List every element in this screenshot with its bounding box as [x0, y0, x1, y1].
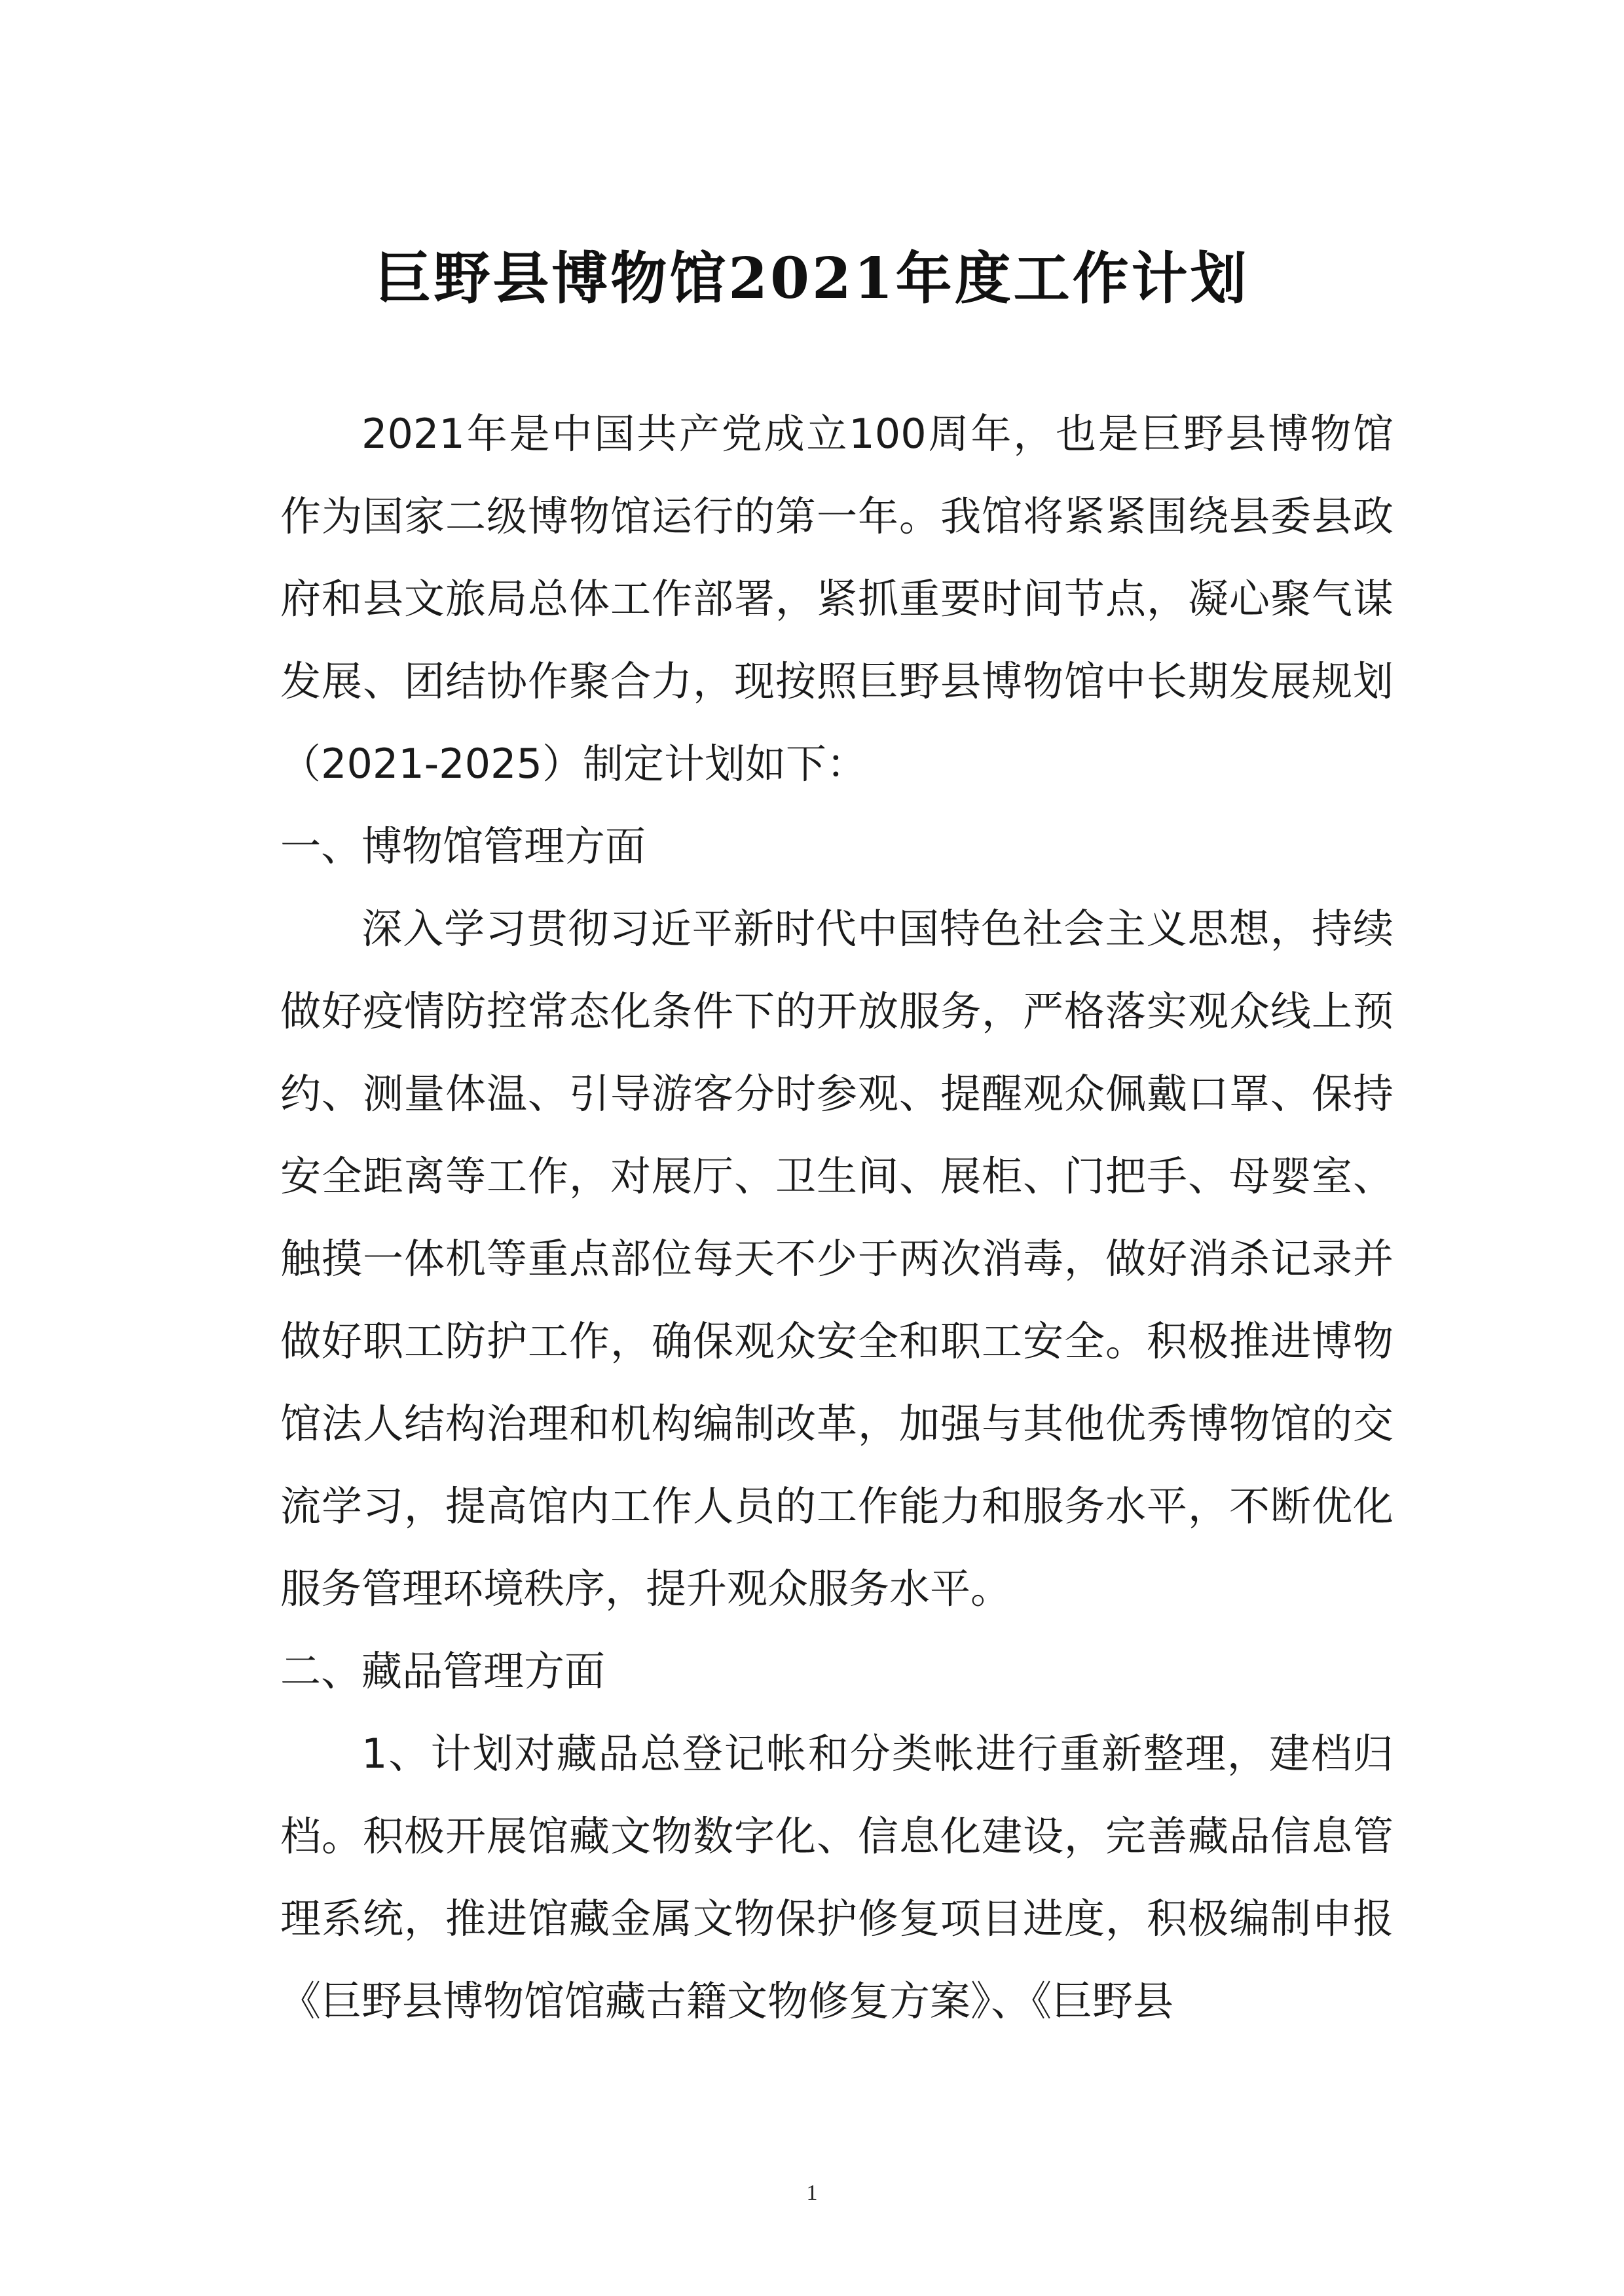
document-title: 巨野县博物馆2021年度工作计划 — [375, 245, 1249, 312]
section-paragraph-collection: 1、计划对藏品总登记帐和分类帐进行重新整理，建档归档。积极开展馆藏文物数字化、信息化建设，完善藏品信息管理系统，推进馆藏金属文物保护修复项目进度，积极编制申报《巨野县博物馆馆藏古籍文物修复方案》、《巨野县 — [280, 1730, 1393, 2025]
section-heading-collection: 二、藏品管理方面 — [280, 1647, 606, 1695]
intro-paragraph: 2021年是中国共产党成立100周年，也是巨野县博物馆作为国家二级博物馆运行的第一年。我馆将紧紧围绕县委县政府和县文旅局总体工作部署，紧抓重要时间节点，凝心聚气谋发展、团结协作聚合力，现按照巨野县博物馆中长期发展规划（2021-2025）制定计划如下： — [280, 410, 1393, 788]
section-paragraph-management: 深入学习贯彻习近平新时代中国特色社会主义思想，持续做好疫情防控常态化条件下的开放服务，严格落实观众线上预约、测量体温、引导游客分时参观、提醒观众佩戴口罩、保持安全距离等工作，对展厅、卫生间、展柜、门把手、母婴室、触摸一体机等重点部位每天不少于两次消毒，做好消杀记录并做好职工防护工作，确保观众安全和职工安全。积极推进博物馆法人结构治理和机构编制改革，加强与其他优秀博物馆的交流学习，提高馆内工作人员的工作能力和服务水平，不断优化服务管理环境秩序，提升观众服务水平。 — [280, 905, 1393, 1613]
page-number: 1 — [806, 2181, 818, 2205]
document-body — [280, 393, 1393, 2043]
section-heading-management: 一、博物馆管理方面 — [280, 822, 646, 870]
